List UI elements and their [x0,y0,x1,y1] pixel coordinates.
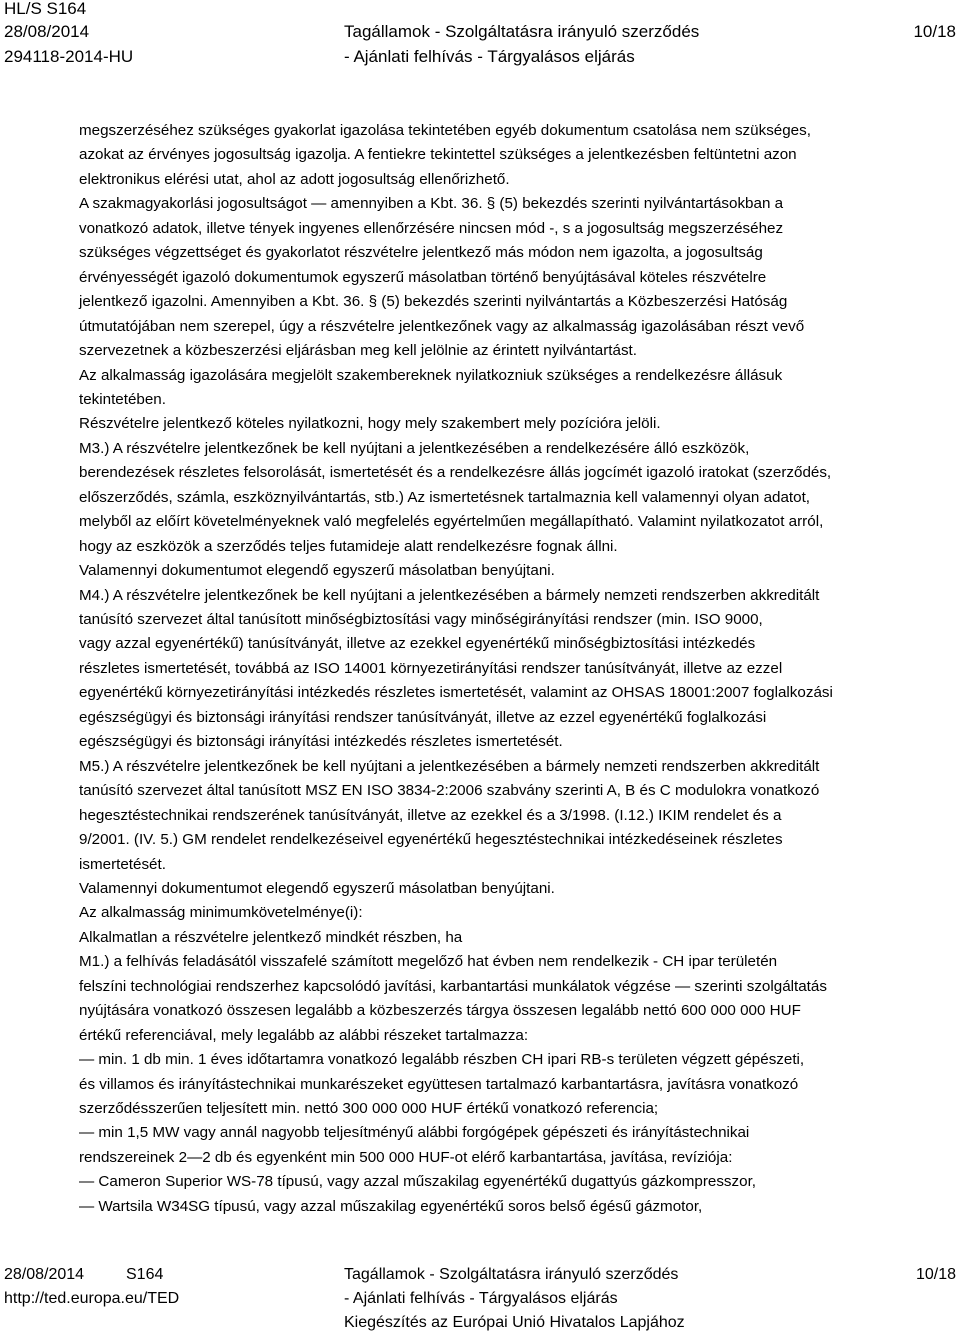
body-text-line: és villamos és irányítástechnikai munkarészeket együttesen tartalmazó karbantartásra, javításra vonatkozó [79,1075,799,1093]
header-title-line1: Tagállamok - Szolgáltatásra irányuló szerződés [344,22,700,41]
header-title-line2: - Ajánlati felhívás - Tárgyalásos eljárás [344,47,635,66]
body-text-line: hegesztéstechnikai rendszerének tanúsítványát, illetve az ezekkel és a 3/1998. (I.12.) IKIM rendelet és a [79,806,782,824]
body-text-line: tanúsító szervezet által tanúsított MSZ EN ISO 3834-2:2006 szabvány szerinti A, B és C modulokra vonatkozó [79,782,820,800]
header-notice-number: 294118-2014-HU [4,47,134,66]
body-text-line: megszerzéséhez szükséges gyakorlat igazolása tekintetében egyéb dokumentum csatolása nem szükséges, [79,122,811,139]
header-date: 28/08/2014 [4,22,90,41]
body-text-line: ismertetését. [79,855,166,873]
body-text-line: szerződésszerűen teljesített min. nettó 300 000 000 HUF értékű vonatkozó referencia; [79,1100,659,1117]
body-text-line: M4.) A részvételre jelentkezőnek be kell nyújtani a jelentkezésében a bármely nemzeti rendszerben akkreditált [79,586,820,604]
footer-date: 28/08/2014 [4,1266,85,1283]
body-text-line: M3.) A részvételre jelentkezőnek be kell nyújtani a jelentkezésében a rendelkezésére álló eszközök, [79,439,750,457]
footer-series: S164 [126,1266,164,1283]
body-text-line: M5.) A részvételre jelentkezőnek be kell nyújtani a jelentkezésében a bármely nemzeti rendszerben akkreditált [79,757,820,775]
body-text-line: Alkalmatlan a részvételre jelentkező mindkét részben, ha [79,928,463,946]
body-text-line: tanúsító szervezet által tanúsított minőségbiztosítási vagy minőségirányítási rendszer (min. ISO 9000, [79,611,763,628]
body-text-line: Az alkalmasság igazolására megjelölt szakembereknek nyilatkozniuk szükséges a rendelkezésre állásuk [79,366,783,384]
footer-url-link[interactable]: http://ted.europa.eu/TED [4,1290,180,1307]
body-text-line: Az alkalmasság minimumkövetelménye(i): [79,904,363,922]
body-text-line: vonatkozó adatok, illetve tények ingyenes ellenőrzésére nincsen mód -, s a jogosultság megszerzéséhez [79,219,784,237]
body-text-line: előszerződés, számla, eszköznyilvántartás, stb.) Az ismertetésnek tartalmaznia kell valamennyi olyan adatot, [79,488,811,506]
body-text-line: Valamennyi dokumentumot elegendő egyszerű másolatban benyújtani. [79,879,555,897]
body-text-line: felszíni technológiai rendszerhez kapcsolódó javítási, karbantartási munkálatok végzése — szerinti szolgáltatás [79,977,827,995]
body-text-line: tekintetében. [79,390,166,408]
body-text-line: rendszereinek 2—2 db és egyenként min 500 000 HUF-ot elérő karbantartása, javítása, revíziója: [79,1148,733,1166]
body-text-line: szervezetnek a közbeszerzési eljárásban meg kell jelölnie az érintett nyilvántartást. [79,342,637,360]
body-text-line: azokat az érvényes jogosultság igazolja. A fentiekre tekintettel szükséges a jelentkezésben feltüntetni azon [79,146,797,164]
body-text-line: értékű referenciával, mely legalább az alábbi részeket tartalmazza: [79,1026,529,1044]
footer-page-number: 10/18 [915,1266,956,1283]
body-text-line: — min 1,5 MW vagy annál nagyobb teljesítményű alábbi forgógépek gépészeti és irányítástechnikai [79,1124,750,1142]
body-text-line: érvényességét igazoló dokumentumok egyszerű másolatban történő benyújtásával köteles részvételre [79,268,767,286]
body-text-line: hogy az eszközök a szerződés teljes futamideje alatt rendelkezésre fognak állni. [79,537,618,555]
body-text-line: vagy azzal egyenértékű) tanúsítványát, illetve az ezekkel egyenértékű minőségbiztosítási intézkedés [79,635,756,653]
body-text-line: jelentkező igazolni. Amennyiben a Kbt. 36. § (5) bekezdés szerinti nyilvántartás a Közbeszerzési Hatóság [79,293,788,311]
body-text-line: egyenértékű környezetirányítási intézkedés részletes ismertetését, valamint az OHSAS 18001:2007 foglalkozási [79,684,833,702]
body-text-line: szükséges végzettséget és gyakorlatot részvételre jelentkező más módon nem igazolta, a jogosultság [79,244,763,262]
body-text-line: berendezések részletes felsorolását, ismertetését és a rendelkezésre állás jogcímét igazoló iratokat (szerződés, [79,464,832,482]
body-text-line: A szakmagyakorlási jogosultságot — amennyiben a Kbt. 36. § (5) bekezdés szerinti nyilvántartásokban a [79,195,784,213]
footer-title-line2: - Ajánlati felhívás - Tárgyalásos eljárás [344,1290,618,1307]
footer-title-line3: Kiegészítés az Európai Unió Hivatalos Lapjához [344,1314,685,1331]
header-page-number: 10/18 [913,22,956,41]
body-text-line: Valamennyi dokumentumot elegendő egyszerű másolatban benyújtani. [79,562,555,580]
body-text-line: részletes ismertetését, továbbá az ISO 14001 környezetirányítási rendszer tanúsítványát, illetve az ezzel [79,659,783,677]
body-text-line: Részvételre jelentkező köteles nyilatkozni, hogy mely szakembert mely pozícióra jelöli. [79,415,661,433]
body-text-line: — min. 1 db min. 1 éves időtartamra vonatkozó legalább részben CH ipari RB-s területen végzett gépészeti, [79,1051,805,1069]
body-text-line: 9/2001. (IV. 5.) GM rendelet rendelkezéseivel egyenértékű hegesztéstechnikai intézkedéseinek részletes [79,831,783,849]
body-text-line: M1.) a felhívás feladásától visszafelé számított megelőző hat évben nem rendelkezik - CH ipar területén [79,953,778,971]
body-text-line: elektronikus elérési utat, ahol az adott jogosultság ellenőrizhető. [79,170,510,188]
body-text-line: útmutatójában nem szerepel, úgy a részvételre jelentkezőnek vagy az alkalmasság igazolásában részt vevő [79,317,805,335]
body-text-line: egészségügyi és biztonsági irányítási intézkedés részletes ismertetését. [79,733,563,751]
header-doc-id: HL/S S164 [4,0,87,18]
footer-title-line1: Tagállamok - Szolgáltatásra irányuló szerződés [344,1266,679,1283]
body-text-line: egészségügyi és biztonsági irányítási rendszer tanúsítványát, illetve az ezzel egyenértékű foglalkozási [79,708,767,726]
body-text-line: nyújtására vonatkozó összesen legalább a közbeszerzés tárgya összesen legalább nettó 600 000 000 HUF [79,1002,801,1020]
body-text-line: — Wartsila W34SG típusú, vagy azzal műszakilag egyenértékű soros belső égésű gázmotor, [79,1197,703,1215]
body-text-line: — Cameron Superior WS-78 típusú, vagy azzal műszakilag egyenértékű dugattyús gázkompresszor, [79,1173,757,1191]
body-text-line: melyből az előírt követelményeknek való megfelelés egyértelműen megállapítható. Valamint nyilatkozatot arról, [79,513,824,531]
